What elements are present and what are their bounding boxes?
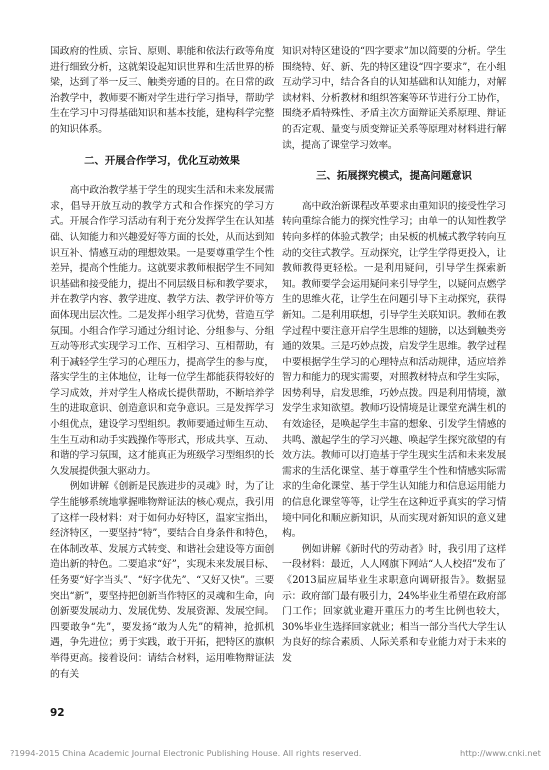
- paragraph: 高中政治教学基于学生的现实生活和未来发展需求，倡导开放互动的教学方式和合作探究的学习方式。开展合作学习活动有利于充分发挥学生在认知基础、认知能力和兴趣爱好等方面的长处，从而达到知识互补、情感互动的理想效果。一是要尊重学生个性差异，提高个性能力。这就要求教师根据学生不同知识基础和接受能力，提出不同层级目标和教学要求，并在教学内容、教学进度、教学方法、教学评价等方面体现出层次性。二是发挥小组学习优势，营造互学氛围。小组合作学习通过分组讨论、分组参与、分组互动等形式实现学习工作、互相学习、互相帮助，有利于减轻学生学习的心理压力，提高学生的参与度，落实学生的主体地位，让每一位学生都能获得较好的学习成效，并对学生人格成长提供帮助，不断培养学生的进取意识、创造意识和竞争意识。三是发挥学习小组优点，建设学习型组织。教师要通过师生互动、生生互动和动手实践操作等形式，形成共享、互动、和谐的学习氛围，这才能真正为班级学习型组织的长久发展提供强大驱动力。: [50, 185, 274, 477]
- paragraph: 知识对特区建设的“四字要求”加以简要的分析。学生围绕特、好、新、先的特区建设“四字要求”，在小组互动学习中，结合各自的认知基础和认知能力，对解读材料、分析教材和组织答案等环节进行分工协作，围绕矛盾特殊性、矛盾主次方面辩证关系原理、辩证的否定观、量变与质变辩证关系等原理对材料进行解读，提高了课堂学习效率。: [282, 46, 506, 151]
- footer: [0, 735, 549, 770]
- left-column: [50, 44, 274, 682]
- section-heading-3: 三、拓展探究模式，提高问题意识: [316, 170, 472, 183]
- paragraph: 高中政治新课程改革要求由重知识的接受性学习转向重综合能力的探究性学习；由单一的认知性教学转向多样的体验式教学；由呆板的机械式教学转向互动的交往式教学。互动探究，让学生学得更投入，让教师教得更轻松。一是利用疑问，引导学生探索新知。教师要学会运用疑问来引导学生，以疑问点燃学生的思维火花，让学生在问题引导下主动探究，获得新知。二是利用联想，引导学生关联知识。教师在教学过程中要注意开启学生思维的翅膀，以达到触类旁通的效果。三是巧妙点拨，启发学生思维。教学过程中要根据学生学习的心理特点和活动规律，适应培养智力和能力的现实需要，对照教材特点和学生实际，因势利导，启发思维，巧妙点拨。四是利用情境，激发学生求知欲望。教师巧设情境是让课堂充满生机的有效途径，是唤起学生丰富的想象、引发学生情感的共鸣、激起学生的学习兴趣、唤起学生探究欲望的有效方法。教师可以打造基于学生现实生活和未来发展需求的生活化课堂、基于尊重学生个性和情感实际需求的生命化课堂、基于学生认知能力和信息运用能力的信息化课堂等等，让学生在这种近乎真实的学习情境中同化和顺应新知识，从而实现对新知识的意义建构。: [282, 200, 506, 540]
- page-number: 92: [50, 707, 65, 719]
- section-heading-2: 二、开展合作学习，优化互动效果: [84, 154, 240, 167]
- paragraph: 例如讲解《新时代的劳动者》时，我引用了这样一段材料：最近，人人网旗下网站“人人校招”发布了《2013届应届毕业生求职意向调研报告》。数据显示：政府部门最有吸引力，24%毕业生希望在政府部门工作；回家就业避开重压力的考生比例也较大，30%毕业生选择回家就业；相当一部分当代大学生认为良好的综合素质、人际关系和专业能力对于未来的发: [282, 543, 506, 664]
- copyright-notice: ?1994-2015 China Academic Journal Electronic Publishing House. All rights reserved.: [10, 748, 362, 758]
- footer-link[interactable]: http://www.cnki.net: [460, 748, 541, 758]
- paragraph: 例如讲解《创新是民族进步的灵魂》时，为了让学生能够系统地掌握唯物辩证法的核心观点，我引用了这样一段材料：对于如何办好特区，温家宝指出，经济特区，一要坚持“特”，要结合自身条件和特色，在体制改革、发展方式转变、和谐社会建设等方面创造出新的特色。二要追求“好”，实现未来发展目标、任务要“好字当头”、“好字优先”、“又好又快”。三要突出“新”，要坚持把创新当作特区的灵魂和生命，向创新要发展动力、发展优势、发展资源、发展空间。四要敢争“先”，要发扬“敢为人先”的精神，抢抓机遇，争先进位；勇于实践，敢于开拓，把特区的旗帜举得更高。接着设问：请结合材料，运用唯物辩证法的有关: [50, 481, 274, 680]
- right-column: [282, 44, 506, 667]
- paragraph: 国政府的性质、宗旨、原则、职能和依法行政等角度进行细致分析，这就架设起知识世界和生活世界的桥梁，达到了举一反三、触类旁通的目的。在日常的政治教学中，教师要不断对学生进行学习指导，帮助学生在学习中习得基础知识和基本技能，建构科学完整的知识体系。: [50, 46, 274, 135]
